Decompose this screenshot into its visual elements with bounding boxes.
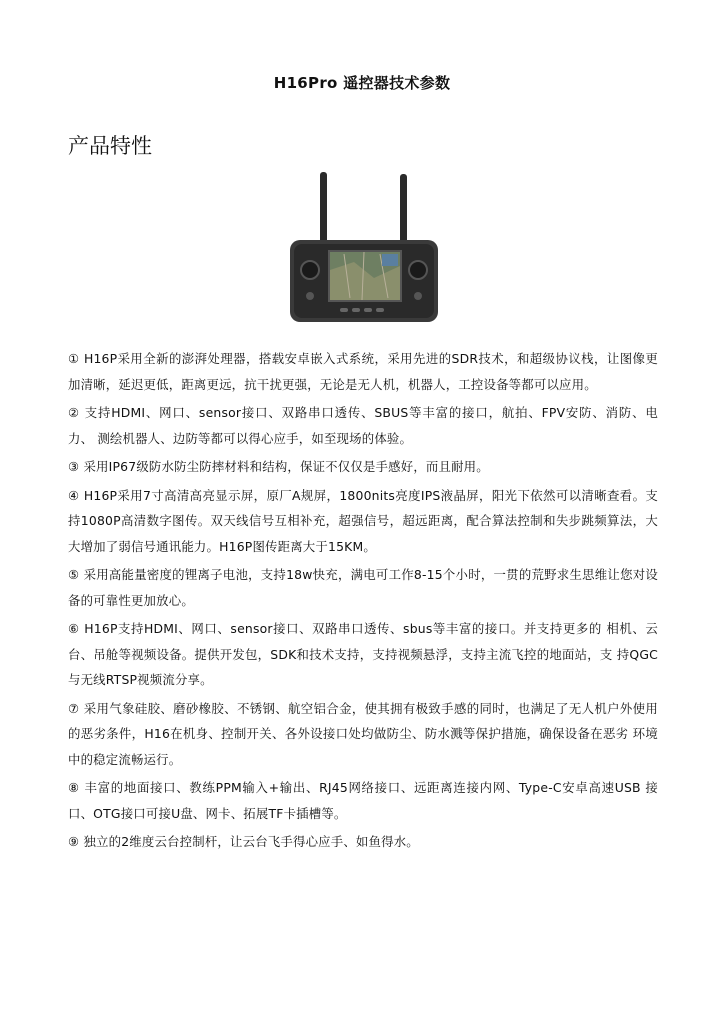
section-heading: 产品特性 (68, 134, 152, 158)
page-title: H16Pro 遥控器技术参数 (273, 74, 451, 92)
feature-item: ⑦ 采用气象硅胶、磨砂橡胶、不锈钢、航空铝合金，使其拥有极致手感的同时，也满足了无人机户外使用的恶劣条件，H16在机身、控制开关、各外设接口处均做防尘、防水溅等保护措施，确保设备在恶劣 环境中的稳定流畅运行。 (68, 700, 658, 767)
feature-item: ④ H16P采用7寸高清高亮显示屏，原厂A规屏，1800nits亮度IPS液晶屏，阳光下依然可以清晰查看。支持1080P高清数字图传。双天线信号互相补充，超强信号，超远距离，配合算法控制和失步跳频算法，大大增加了弱信号通讯能力。H16P图传距离大于15KM。 (68, 487, 658, 554)
feature-item: ① H16P采用全新的澎湃处理器，搭载安卓嵌入式系统，采用先进的SDR技术，和超级协议栈，让图像更加清晰，延迟更低，距离更远，抗干扰更强，无论是无人机，机器人，工控设备等都可以应用。 (68, 351, 658, 392)
feature-item: ⑤ 采用高能量密度的锂离子电池，支持18w快充，满电可工作8-15个小时，一贯的荒野求生思维让您对设备的可靠性更加放心。 (68, 567, 658, 608)
right-antenna-icon (400, 174, 407, 244)
left-antenna-icon (320, 172, 327, 244)
feature-item: ⑥ H16P支持HDMI、网口、sensor接口、双路串口透传、sbus等丰富的接口。并支持更多的 相机、云台、吊舱等视频设备。提供开发包，SDK和技术支持，支持视频悬浮，支持主流飞控的地面站，支 持QGC与无线RTSP视频流分享。 (68, 621, 658, 687)
feature-item: ② 支持HDMI、网口、sensor接口、双路串口透传、SBUS等丰富的接口，航拍、FPV安防、消防、电力、 测绘机器人、边防等都可以得心应手，如至现场的体验。 (68, 405, 658, 446)
feature-item: ③ 采用IP67级防水防尘防摔材料和结构，保证不仅仅是手感好，而且耐用。 (68, 459, 489, 474)
feature-item: ⑧ 丰富的地面接口、教练PPM输入+输出、RJ45网络接口、远距离连接内网、Type-C安卓高速USB 接口、OTG接口可接U盘、网卡、拓展TF卡插槽等。 (68, 780, 658, 821)
feature-item: ⑨ 独立的2维度云台控制杆，让云台飞手得心应手、如鱼得水。 (68, 834, 419, 849)
feature-list (68, 346, 658, 858)
remote-controller-image (284, 170, 444, 322)
